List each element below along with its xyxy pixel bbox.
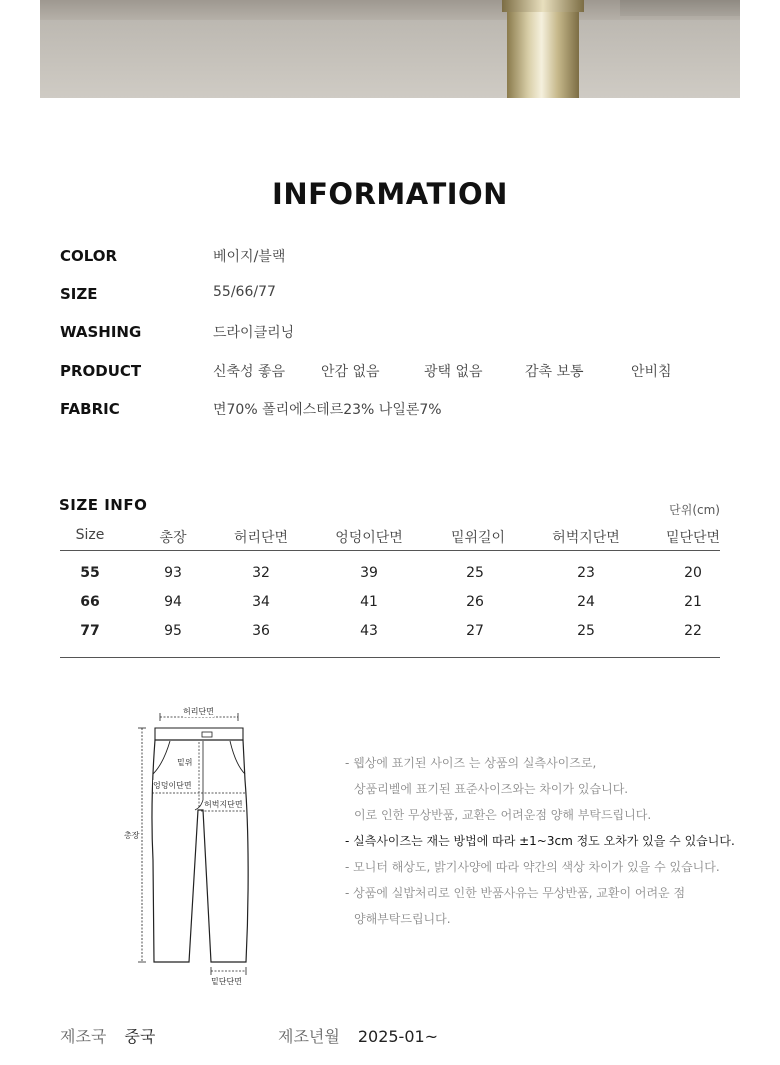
table-cell: 77 — [80, 623, 100, 639]
size-notes — [345, 750, 735, 932]
note-line: 상품리벨에 표기된 표준사이즈와는 차이가 있습니다. — [354, 782, 629, 796]
info-key: SIZE — [60, 285, 98, 303]
photo-gold-stool-leg — [507, 0, 579, 98]
table-cell: 25 — [466, 565, 484, 581]
table-cell: 55 — [80, 565, 100, 581]
date-value: 2025-01~ — [357, 1027, 439, 1046]
note-line: - 상품에 실밥처리로 인한 반품사유는 무상반품, 교환이 어려운 점 — [345, 886, 686, 900]
table-cell: 26 — [466, 594, 484, 610]
photo-fabric-fold — [620, 0, 740, 16]
table-cell: 23 — [577, 565, 595, 581]
info-value: 드라이클리닝 — [213, 325, 295, 341]
size-table — [60, 522, 720, 646]
table-cell: 25 — [577, 623, 595, 639]
info-key: WASHING — [60, 323, 142, 341]
header-cell: 총장 — [159, 530, 187, 546]
photo-gold-stool-cap — [502, 0, 584, 12]
note-line: 양해부탁드립니다. — [354, 912, 451, 926]
info-row-color — [60, 244, 740, 268]
info-key: PRODUCT — [60, 362, 142, 380]
table-row — [60, 617, 720, 646]
table-cell: 20 — [684, 565, 702, 581]
label-hem: 밑단단면 — [211, 977, 242, 986]
product-attr: 안비침 — [631, 364, 672, 380]
table-cell: 94 — [164, 594, 182, 610]
table-cell: 22 — [684, 623, 702, 639]
label-waist: 허리단면 — [183, 707, 214, 716]
table-cell: 43 — [360, 623, 378, 639]
header-cell: 밑단단면 — [665, 530, 721, 546]
note-line: - 실측사이즈는 재는 방법에 따라 ±1~3cm 정도 오차가 있을 수 있습니다. — [345, 834, 735, 848]
product-attr: 안감 없음 — [321, 364, 380, 380]
label-rise: 밑위 — [177, 758, 193, 767]
table-row — [60, 559, 720, 588]
size-info-title: SIZE INFO — [59, 496, 148, 514]
label-hip: 엉덩이단면 — [153, 781, 192, 790]
pants-outline — [115, 700, 275, 995]
header-cell: 밑위길이 — [450, 530, 506, 546]
table-cell: 66 — [80, 594, 100, 610]
table-cell: 27 — [466, 623, 484, 639]
information-title: INFORMATION — [272, 177, 508, 211]
unit-label: 단위(cm) — [669, 503, 720, 517]
product-photo — [40, 0, 740, 98]
table-cell: 93 — [164, 565, 182, 581]
pants-measurement-diagram — [115, 700, 275, 995]
table-bottom-line — [60, 657, 720, 658]
footer-date — [278, 1024, 438, 1047]
label-length: 총장 — [124, 831, 140, 840]
date-label: 제조년월 — [278, 1027, 340, 1046]
table-cell: 41 — [360, 594, 378, 610]
size-table-header — [60, 522, 720, 551]
product-attr: 광택 없음 — [424, 364, 483, 380]
origin-value: 중국 — [124, 1027, 156, 1046]
product-attr: 신축성 좋음 — [213, 364, 286, 380]
info-value: 면70% 폴리에스테르23% 나일론7% — [213, 402, 442, 418]
table-cell: 95 — [164, 623, 182, 639]
table-cell: 39 — [360, 565, 378, 581]
product-attr: 감촉 보통 — [525, 364, 584, 380]
info-row-size — [60, 282, 740, 306]
table-cell: 21 — [684, 594, 702, 610]
footer-origin — [60, 1024, 155, 1047]
label-thigh: 허벅지단면 — [204, 800, 243, 809]
table-cell: 36 — [252, 623, 270, 639]
table-row — [60, 588, 720, 617]
info-row-washing — [60, 320, 740, 344]
note-line: - 모니터 해상도, 밝기사양에 따라 약간의 색상 차이가 있을 수 있습니다. — [345, 860, 720, 874]
header-cell: 엉덩이단면 — [335, 530, 403, 546]
info-row-product — [60, 359, 740, 383]
note-line: 이로 인한 무상반품, 교환은 어려운점 양해 부탁드립니다. — [354, 808, 652, 822]
info-row-fabric — [60, 397, 740, 421]
header-cell: 허벅지단면 — [552, 530, 620, 546]
table-cell: 32 — [252, 565, 270, 581]
info-value: 베이지/블랙 — [213, 249, 286, 265]
note-line: - 웹상에 표기된 사이즈 는 상품의 실측사이즈로, — [345, 756, 597, 770]
info-value: 55/66/77 — [213, 284, 276, 300]
info-key: FABRIC — [60, 400, 120, 418]
header-cell: Size — [75, 527, 105, 543]
info-key: COLOR — [60, 247, 118, 265]
table-cell: 24 — [577, 594, 595, 610]
table-cell: 34 — [252, 594, 270, 610]
header-cell: 허리단면 — [233, 530, 289, 546]
origin-label: 제조국 — [60, 1027, 107, 1046]
